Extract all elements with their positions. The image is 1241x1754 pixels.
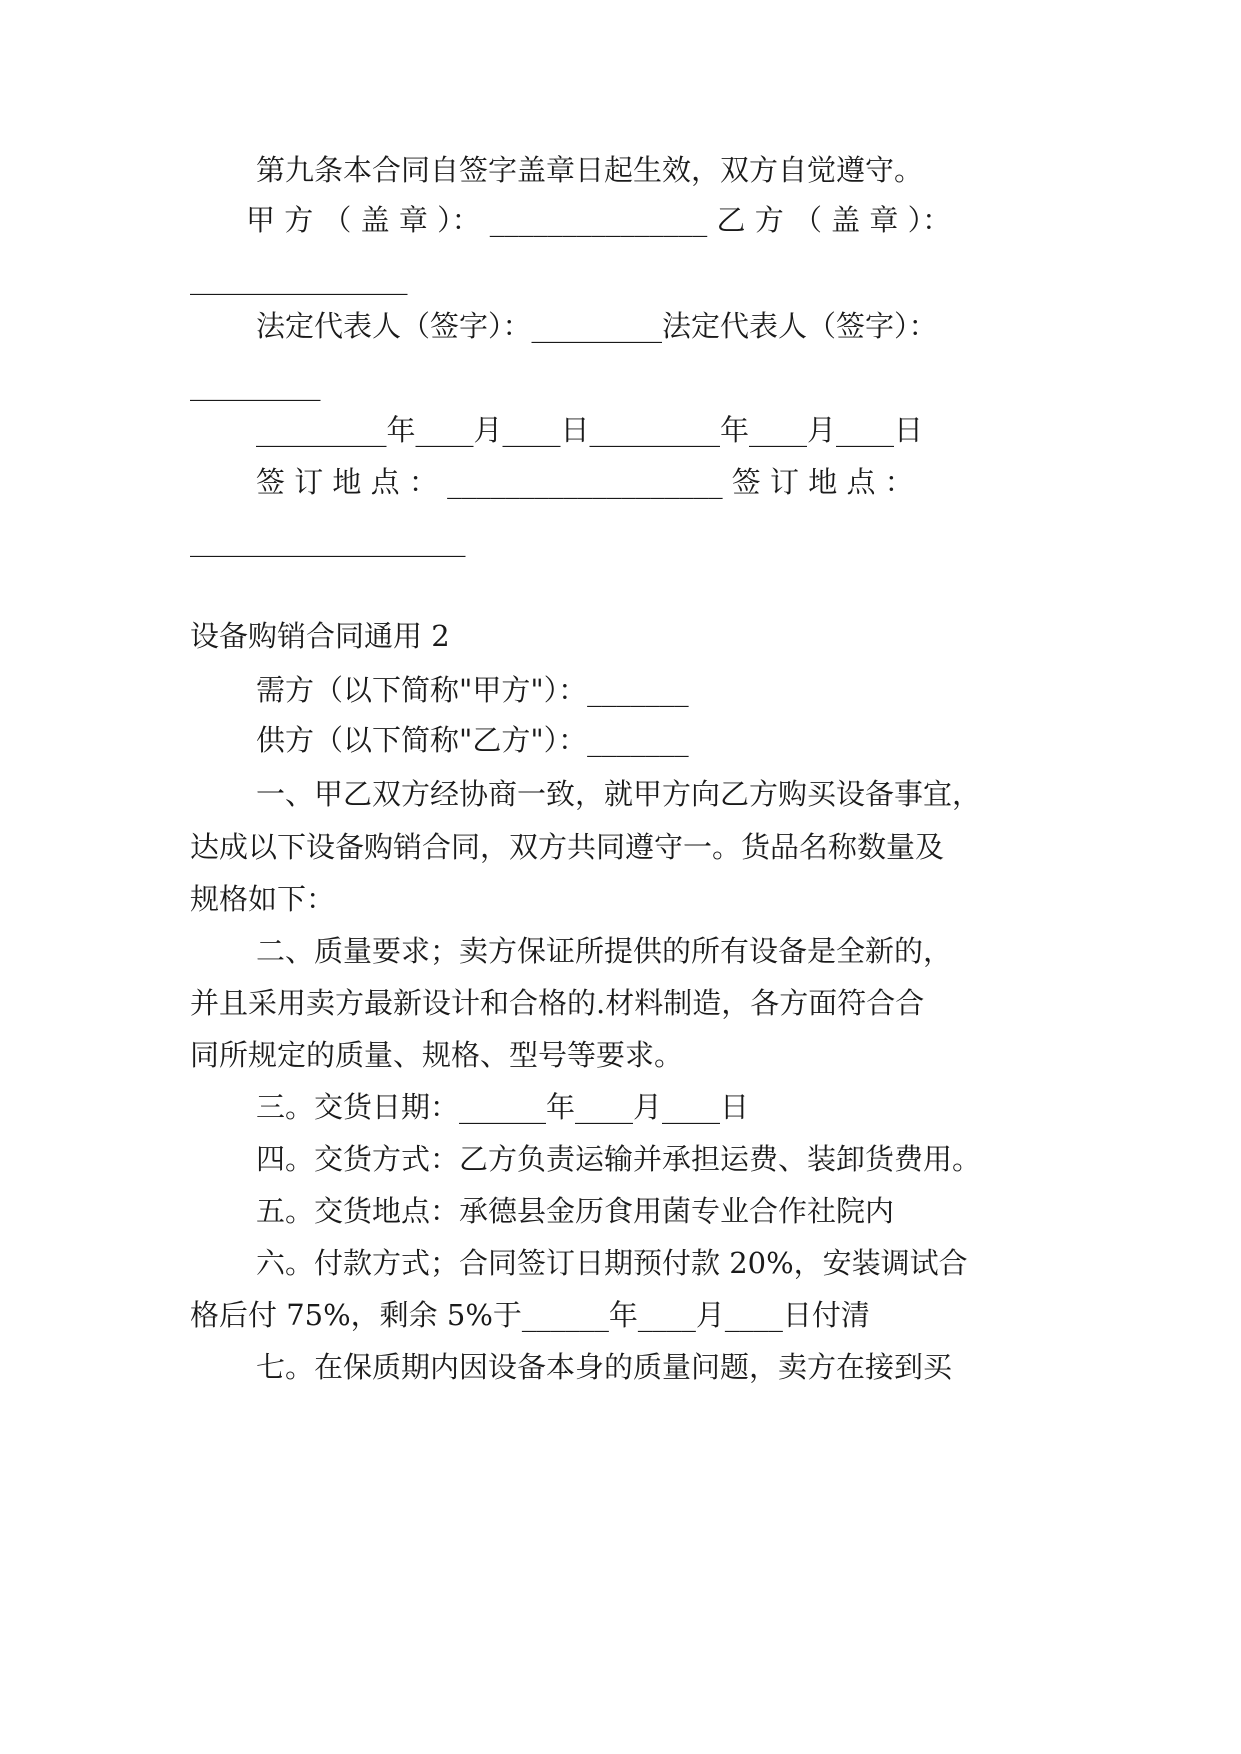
article-6-line-2: 格后付 75%，剩余 5%于______年____月____日付清: [190, 1298, 870, 1332]
party-b-seal-blank: _______________: [190, 261, 408, 295]
seller-line: 供方（以下简称"乙方"）：_______: [256, 723, 689, 757]
article-9: 第九条本合同自签字盖章日起生效，双方自觉遵守。: [256, 153, 924, 187]
article-7-line-1: 七。在保质期内因设备本身的质量问题，卖方在接到买: [256, 1350, 953, 1384]
article-6-line-1: 六。付款方式；合同签订日期预付款 20%，安装调试合: [256, 1246, 968, 1280]
buyer-line: 需方（以下简称"甲方"）：_______: [256, 673, 689, 707]
party-a-b-seal-line: 甲 方 （ 盖 章 ）： _______________ 乙 方 （ 盖 章 ）：: [246, 203, 952, 237]
signing-place-line: 签 订 地 点 ： ___________________ 签 订 地 点 ：: [256, 465, 914, 499]
article-2-line-3: 同所规定的质量、规格、型号等要求。: [190, 1038, 684, 1072]
signing-date-line: _________年____月____日_________年____月____日: [256, 413, 924, 447]
signing-place-blank: ___________________: [190, 523, 466, 557]
article-1-line-3: 规格如下：: [190, 882, 336, 916]
article-1-line-1: 一、甲乙双方经协商一致，就甲方向乙方购买设备事宜，: [256, 777, 982, 811]
legal-representative-blank: _________: [190, 367, 321, 401]
article-5: 五。交货地点：承德县金历食用菌专业合作社院内: [256, 1194, 895, 1228]
article-2-line-2: 并且采用卖方最新设计和合格的.材料制造，各方面符合合: [190, 986, 925, 1020]
article-1-line-2: 达成以下设备购销合同，双方共同遵守一。货品名称数量及: [190, 830, 945, 864]
article-2-line-1: 二、质量要求；卖方保证所提供的所有设备是全新的，: [256, 934, 953, 968]
article-4: 四。交货方式：乙方负责运输并承担运费、装卸货费用。: [256, 1142, 982, 1176]
article-3: 三。交货日期：______年____月____日: [256, 1090, 750, 1124]
legal-representative-line: 法定代表人（签字）：_________法定代表人（签字）：: [256, 309, 938, 343]
section-title: 设备购销合同通用 2: [190, 619, 450, 653]
